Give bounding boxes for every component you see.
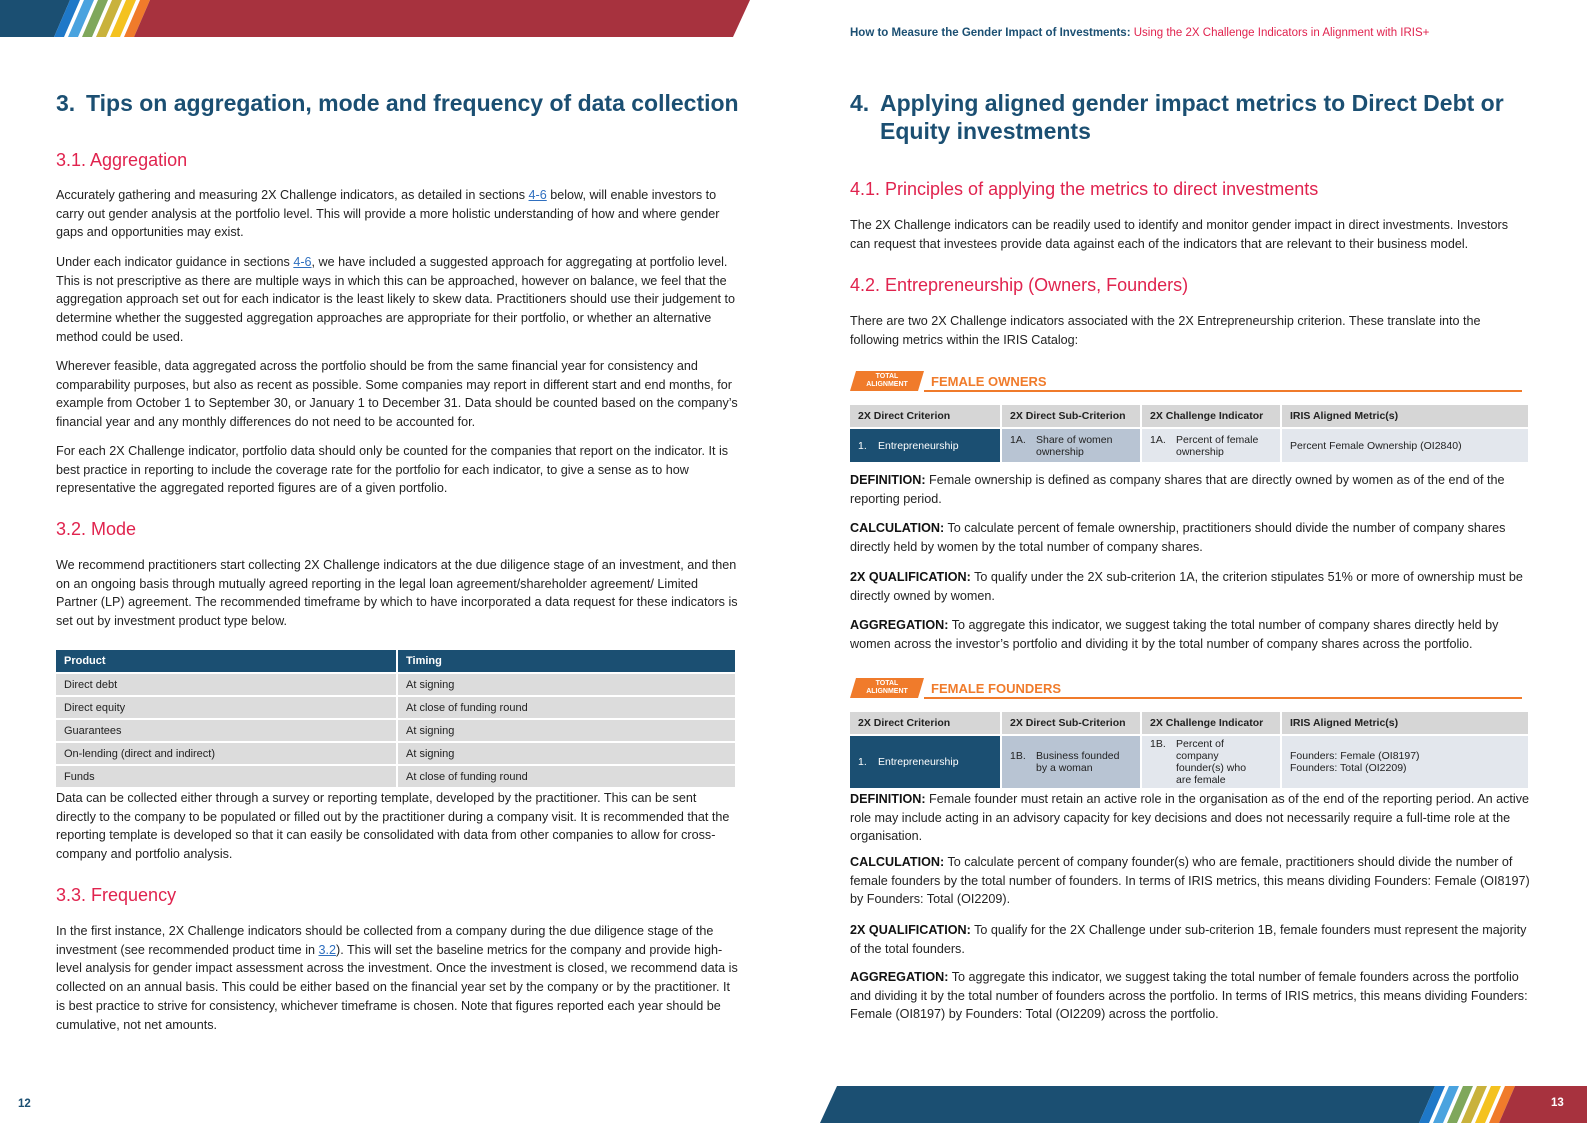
owners-aggregation: AGGREGATION: To aggregate this indicator, we suggest taking the total number of company shares directly held by women across the investor’s portfolio and dividing it by the total number of company shares across the portfolio. — [850, 618, 1499, 651]
header-iris-metric: IRIS Aligned Metric(s) — [1281, 712, 1529, 735]
cell-product: Guarantees — [56, 719, 397, 742]
cell-indicator: 1B. Percent of company founder(s) who are female — [1141, 735, 1281, 788]
heading-4-2: 4.2. Entrepreneurship (Owners, Founders) — [850, 275, 1189, 295]
table-row — [850, 428, 1529, 462]
founders-qualification: 2X QUALIFICATION: To qualify for the 2X Challenge under sub-criterion 1B, female founders must represent the majority of the total founders. — [850, 923, 1527, 956]
paragraph-aggregation-3: Wherever feasible, data aggregated across the portfolio should be from the same financial year for consistency and comparability purposes, but also as recent as possible. Some companies may report in different start and end months, for example from October 1 to September 30, or January 1 to December 31. Data should be counted based on the company’s financial year and any monthly differences do not need to be accounted for. — [56, 359, 738, 430]
header-direct-criterion: 2X Direct Criterion — [850, 405, 1001, 428]
badge-line-1: TOTAL — [875, 680, 899, 687]
section-3-title: Tips on aggregation, mode and frequency of data collection — [86, 90, 739, 116]
cell-product: On-lending (direct and indirect) — [56, 742, 397, 765]
cell-product: Direct debt — [56, 673, 397, 696]
tag-rule — [924, 390, 1522, 392]
heading-4-1: 4.1. Principles of applying the metrics to direct investments — [850, 179, 1319, 199]
paragraph-principles: The 2X Challenge indicators can be readily used to identify and monitor gender impact in direct investments. Investors can request that investees provide data against each of the indicators that are relevant to their business model. — [850, 218, 1509, 251]
header-sub-criterion: 2X Direct Sub-Criterion — [1001, 712, 1141, 735]
header-product: Product — [56, 650, 397, 673]
top-banner-stripes — [0, 0, 760, 37]
page-number-left: 12 — [18, 1098, 31, 1110]
section-4-number: 4. — [850, 90, 870, 116]
paragraph-mode-1: We recommend practitioners start collecting 2X Challenge indicators at the due diligence stage of an investment, and then on an ongoing basis through mutually agreed reporting in the legal loan agreement/shareholder agreement/ Limited Partner (LP) agreement. The recommended timeframe by which to have incorporated a data request for these indicators is set out by investment product type below. — [56, 558, 738, 629]
owners-qualification: 2X QUALIFICATION: To qualify under the 2X sub-criterion 1A, the criterion stipulates 51% or more of ownership must be directly owned by women. — [850, 570, 1523, 603]
female-owners-label: FEMALE OWNERS — [931, 374, 1047, 389]
bottom-banner-stripes — [820, 1086, 1587, 1123]
paragraph-aggregation-2: Under each indicator guidance in sections 4-6, we have included a suggested approach for aggregating at portfolio level. This is not prescriptive as there are multiple ways in which this can be approached, however on balance, we feel that the aggregation approach set out for each indicator is the least likely to skew data. Practitioners should use their judgement to determine whether the suggested aggregation approaches are appropriate for their portfolio, or whether an alternative method could be used. — [56, 255, 736, 344]
cell-indicator: 1A. Percent of female ownership — [1141, 428, 1281, 462]
paragraph-aggregation-4: For each 2X Challenge indicator, portfolio data should only be counted for the companies that report on the indicator. It is best practice in reporting to include the coverage rate for the portfolio for each indicator, to give a sense as to how representative the aggregated reported figures are of a given portfolio. — [56, 444, 729, 496]
female-owners-table — [850, 405, 1530, 462]
header-iris-metric: IRIS Aligned Metric(s) — [1281, 405, 1529, 428]
founders-aggregation: AGGREGATION: To aggregate this indicator, we suggest taking the total number of female founders across the portfolio and dividing it by the total number of founders across the portfolio. In terms of IRIS metrics, this means dividing Founders: Female (OI8197) by Founders: Total (OI2209) across the portfolio. — [850, 970, 1528, 1022]
cell-criterion: 1. Entrepreneurship — [850, 428, 1001, 462]
page-number-right: 13 — [1551, 1097, 1564, 1109]
section-4-title: Applying aligned gender impact metrics to Direct Debt or Equity investments — [880, 90, 1504, 144]
cell-timing: At signing — [397, 673, 736, 696]
female-founders-tag — [850, 678, 1522, 698]
heading-3-3: 3.3. Frequency — [56, 885, 177, 905]
owners-calculation: CALCULATION: To calculate percent of female ownership, practitioners should divide the number of company shares directly held by women by the total number of company shares. — [850, 521, 1506, 554]
section-4-heading — [850, 89, 1550, 149]
cell-sub-criterion: 1A. Share of women ownership — [1001, 428, 1141, 462]
founders-definition: DEFINITION: Female founder must retain an active role in the organisation as of the end of the reporting period. An active role may include acting in an advisory capacity for key decisions and does not necessarily require a full-time role at the organisation. — [850, 792, 1530, 844]
table-row — [56, 765, 736, 787]
female-founders-table — [850, 712, 1530, 788]
paragraph-aggregation-1: Accurately gathering and measuring 2X Challenge indicators, as detailed in sections 4-6 below, will enable investors to carry out gender analysis at the portfolio level. This will provide a more holistic understanding of how and where gender gaps and opportunities may exist. — [56, 188, 720, 240]
female-owners-tag — [850, 371, 1522, 391]
founders-calculation: CALCULATION: To calculate percent of company founder(s) who are female, practitioners should divide the number of female founders by the total number of founders. In terms of IRIS metrics, this means dividing Founders: Female (OI8197) by Founders: Total (OI2209). — [850, 855, 1530, 907]
table-header-row — [850, 712, 1529, 735]
link-sections-4-6[interactable]: 4-6 — [528, 188, 547, 202]
cell-timing: At close of funding round — [397, 696, 736, 719]
link-sections-4-6-second[interactable]: 4-6 — [293, 255, 312, 269]
cell-iris-metric: Founders: Female (OI8197) Founders: Total (OI2209) — [1281, 735, 1529, 788]
female-founders-label: FEMALE FOUNDERS — [931, 681, 1061, 696]
cell-product: Direct equity — [56, 696, 397, 719]
cell-timing: At signing — [397, 742, 736, 765]
cell-timing: At signing — [397, 719, 736, 742]
table-row — [56, 696, 736, 719]
header-challenge-indicator: 2X Challenge Indicator — [1141, 405, 1281, 428]
table-header-row — [56, 650, 736, 673]
paragraph-entrepreneurship: There are two 2X Challenge indicators associated with the 2X Entrepreneurship criterion. These translate into the following metrics within the IRIS Catalog: — [850, 314, 1481, 347]
table-row — [56, 673, 736, 696]
table-row — [56, 742, 736, 765]
header-timing: Timing — [397, 650, 736, 673]
total-alignment-badge — [850, 678, 924, 698]
heading-3-2: 3.2. Mode — [56, 519, 137, 539]
heading-3-1: 3.1. Aggregation — [56, 150, 188, 170]
running-header-subtitle: Using the 2X Challenge Indicators in Alignment with IRIS+ — [1130, 27, 1430, 39]
running-header-title: How to Measure the Gender Impact of Investments: — [850, 27, 1131, 39]
header-challenge-indicator: 2X Challenge Indicator — [1141, 712, 1281, 735]
link-section-3-2[interactable]: 3.2 — [318, 942, 337, 957]
badge-line-2: ALIGNMENT — [866, 688, 908, 695]
badge-line-1: TOTAL — [875, 373, 899, 380]
cell-iris-metric: Percent Female Ownership (OI2840) — [1281, 428, 1529, 462]
cell-timing: At close of funding round — [397, 765, 736, 787]
section-3-number: 3. — [56, 90, 76, 116]
table-row — [850, 735, 1529, 788]
tag-rule — [924, 697, 1522, 699]
total-alignment-badge — [850, 371, 924, 391]
header-direct-criterion: 2X Direct Criterion — [850, 712, 1001, 735]
running-header — [850, 27, 1429, 39]
paragraph-frequency: In the first instance, 2X Challenge indicators should be collected from a company during the due diligence stage of the investment (see recommended product time in 3.2). This will set the baseline metrics for the company and provide high-level analysis for gender impact assessment across the investment. Once the investment is closed, we recommend data is collected on an annual basis. This could be either based on the financial year set by the company or by the practitioner. It is best practice to strive for consistency, whichever timeframe is chosen. Note that figures reported each year should be cumulative, not net amounts. — [56, 924, 738, 1032]
badge-line-2: ALIGNMENT — [866, 381, 908, 388]
table-header-row — [850, 405, 1529, 428]
cell-sub-criterion: 1B. Business founded by a woman — [1001, 735, 1141, 788]
cell-criterion: 1. Entrepreneurship — [850, 735, 1001, 788]
cell-product: Funds — [56, 765, 397, 787]
product-timing-table — [56, 650, 737, 787]
paragraph-mode-2: Data can be collected either through a survey or reporting template, developed by the practitioner. This can be sent directly to the company to be populated or filled out by the practitioner during a company visit. It is recommended that the reporting template is developed so that it can easily be consolidated with data from other companies to allow for cross-company and portfolio analysis. — [56, 791, 730, 862]
owners-definition: DEFINITION: Female ownership is defined as company shares that are directly owned by women as of the end of the reporting period. — [850, 473, 1505, 506]
table-row — [56, 719, 736, 742]
header-sub-criterion: 2X Direct Sub-Criterion — [1001, 405, 1141, 428]
